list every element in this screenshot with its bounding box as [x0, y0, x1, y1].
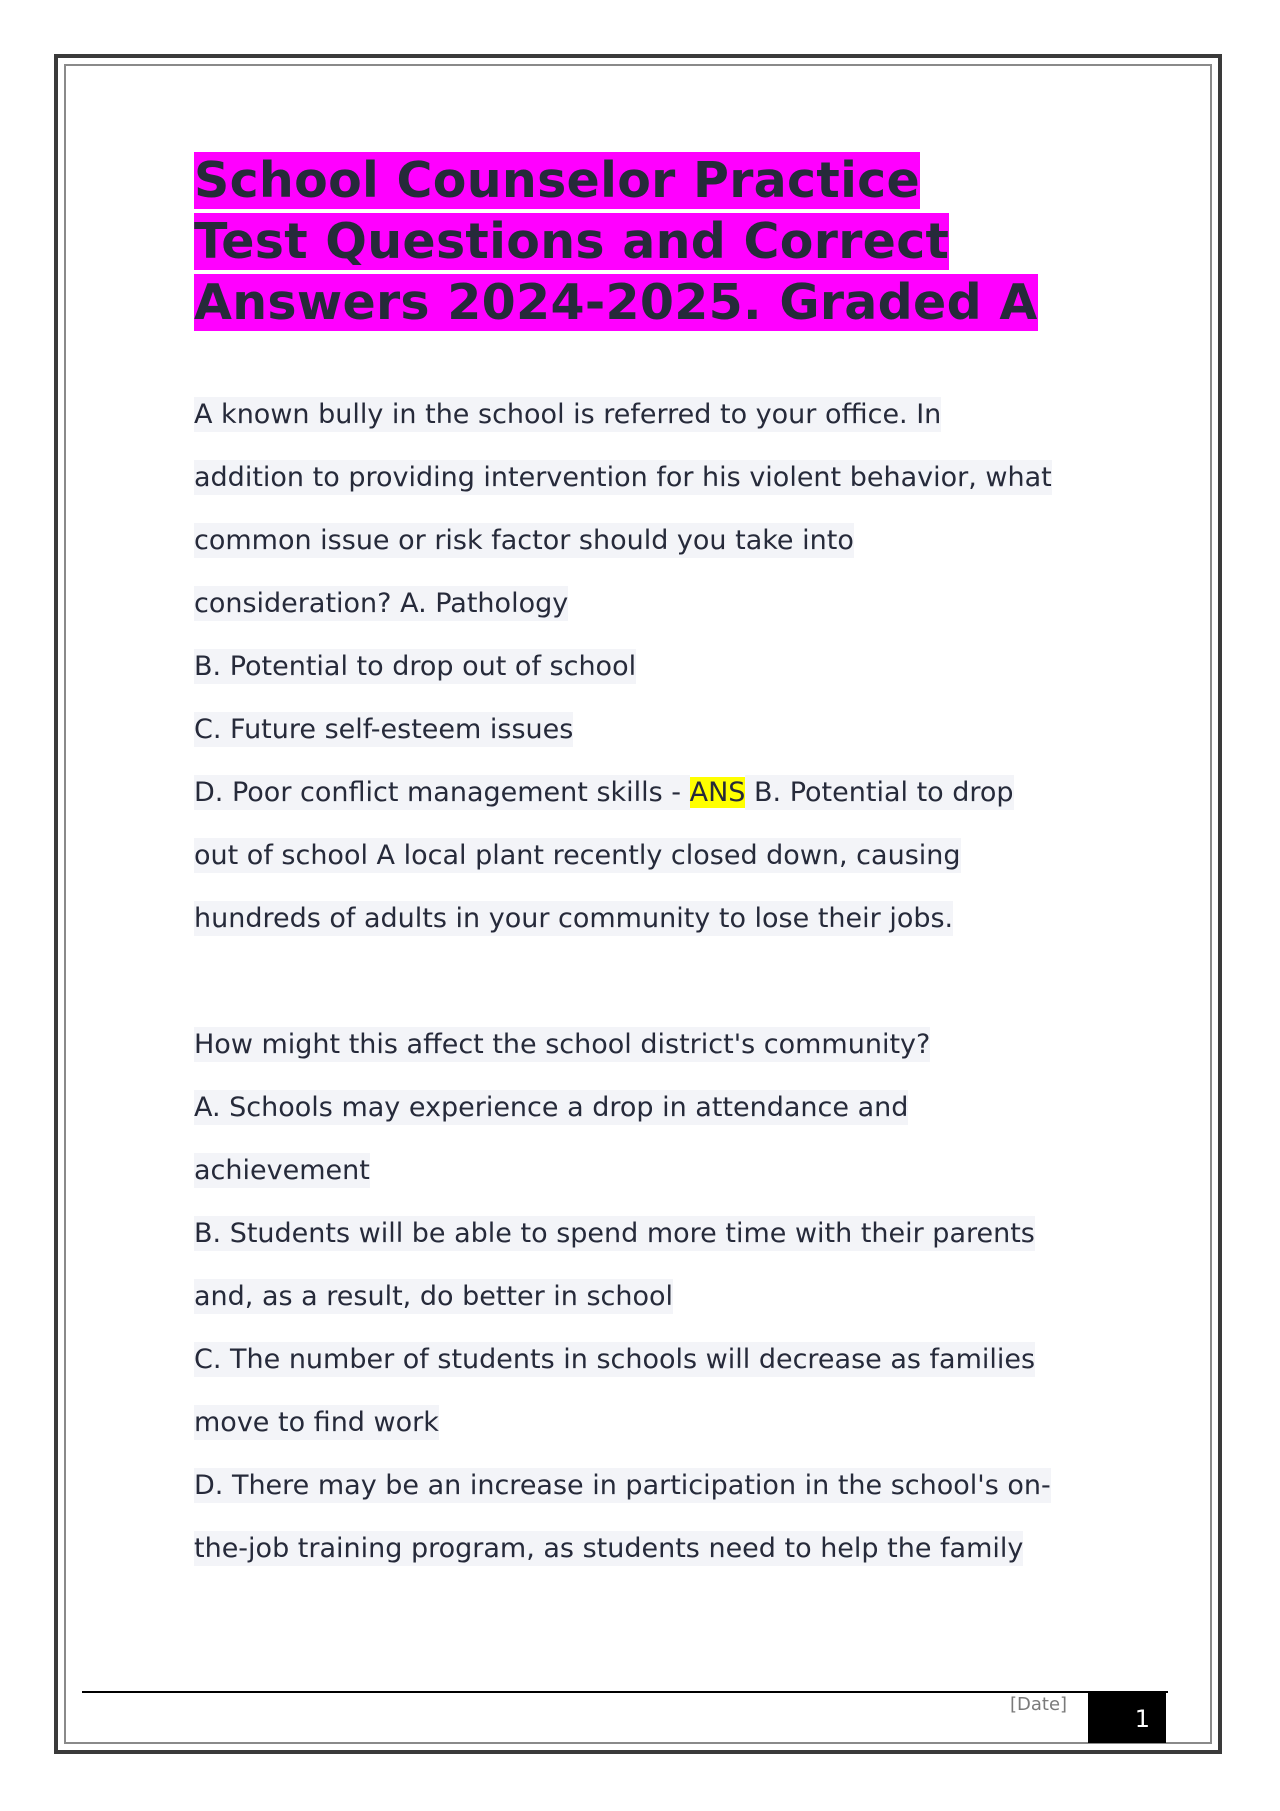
title-line: Answers 2024-2025. Graded A — [194, 274, 1038, 331]
text-line: A known bully in the school is referred to your office. In — [194, 399, 942, 430]
answer-line — [194, 761, 1094, 824]
option-line: B. Students will be able to spend more time with their parents — [194, 1218, 1035, 1249]
text-line: hundreds of adults in your community to lose their jobs. — [194, 903, 954, 934]
text-line: common issue or risk factor should you take into — [194, 525, 854, 556]
page-number: 1 — [1134, 1705, 1150, 1733]
blank-line — [194, 950, 1094, 1013]
option-line: B. Potential to drop out of school — [194, 651, 637, 682]
option-line: D. There may be an increase in participation in the school's on- — [194, 1470, 1051, 1501]
option-line: C. The number of students in schools will decrease as families — [194, 1344, 1036, 1375]
option-line: move to find work — [194, 1407, 439, 1438]
footer-date: [Date] — [1010, 1694, 1068, 1715]
option-line: C. Future self-esteem issues — [194, 714, 574, 745]
answer-suffix: B. Potential to drop — [745, 777, 1014, 808]
option-line: and, as a result, do better in school — [194, 1281, 674, 1312]
text-line: addition to providing intervention for his violent behavior, what — [194, 462, 1052, 493]
option-line: A. Schools may experience a drop in attendance and — [194, 1092, 909, 1123]
text-line: How might this affect the school district's community? — [194, 1029, 931, 1060]
document-body — [194, 150, 1094, 1580]
document-title — [194, 150, 1094, 333]
footer-divider — [82, 1691, 1168, 1693]
title-line: Test Questions and Correct — [194, 213, 950, 270]
title-line: School Counselor Practice — [194, 152, 921, 209]
text-line: out of school A local plant recently closed down, causing — [194, 840, 961, 871]
option-line: the-job training program, as students need to help the family — [194, 1533, 1024, 1564]
text-line: consideration? A. Pathology — [194, 588, 569, 619]
question-text — [194, 383, 1094, 1580]
answer-prefix: D. Poor conflict management skills - — [194, 777, 690, 808]
answer-tag: ANS — [689, 777, 746, 808]
option-line: achievement — [194, 1155, 370, 1186]
page-number-box — [1088, 1691, 1166, 1743]
